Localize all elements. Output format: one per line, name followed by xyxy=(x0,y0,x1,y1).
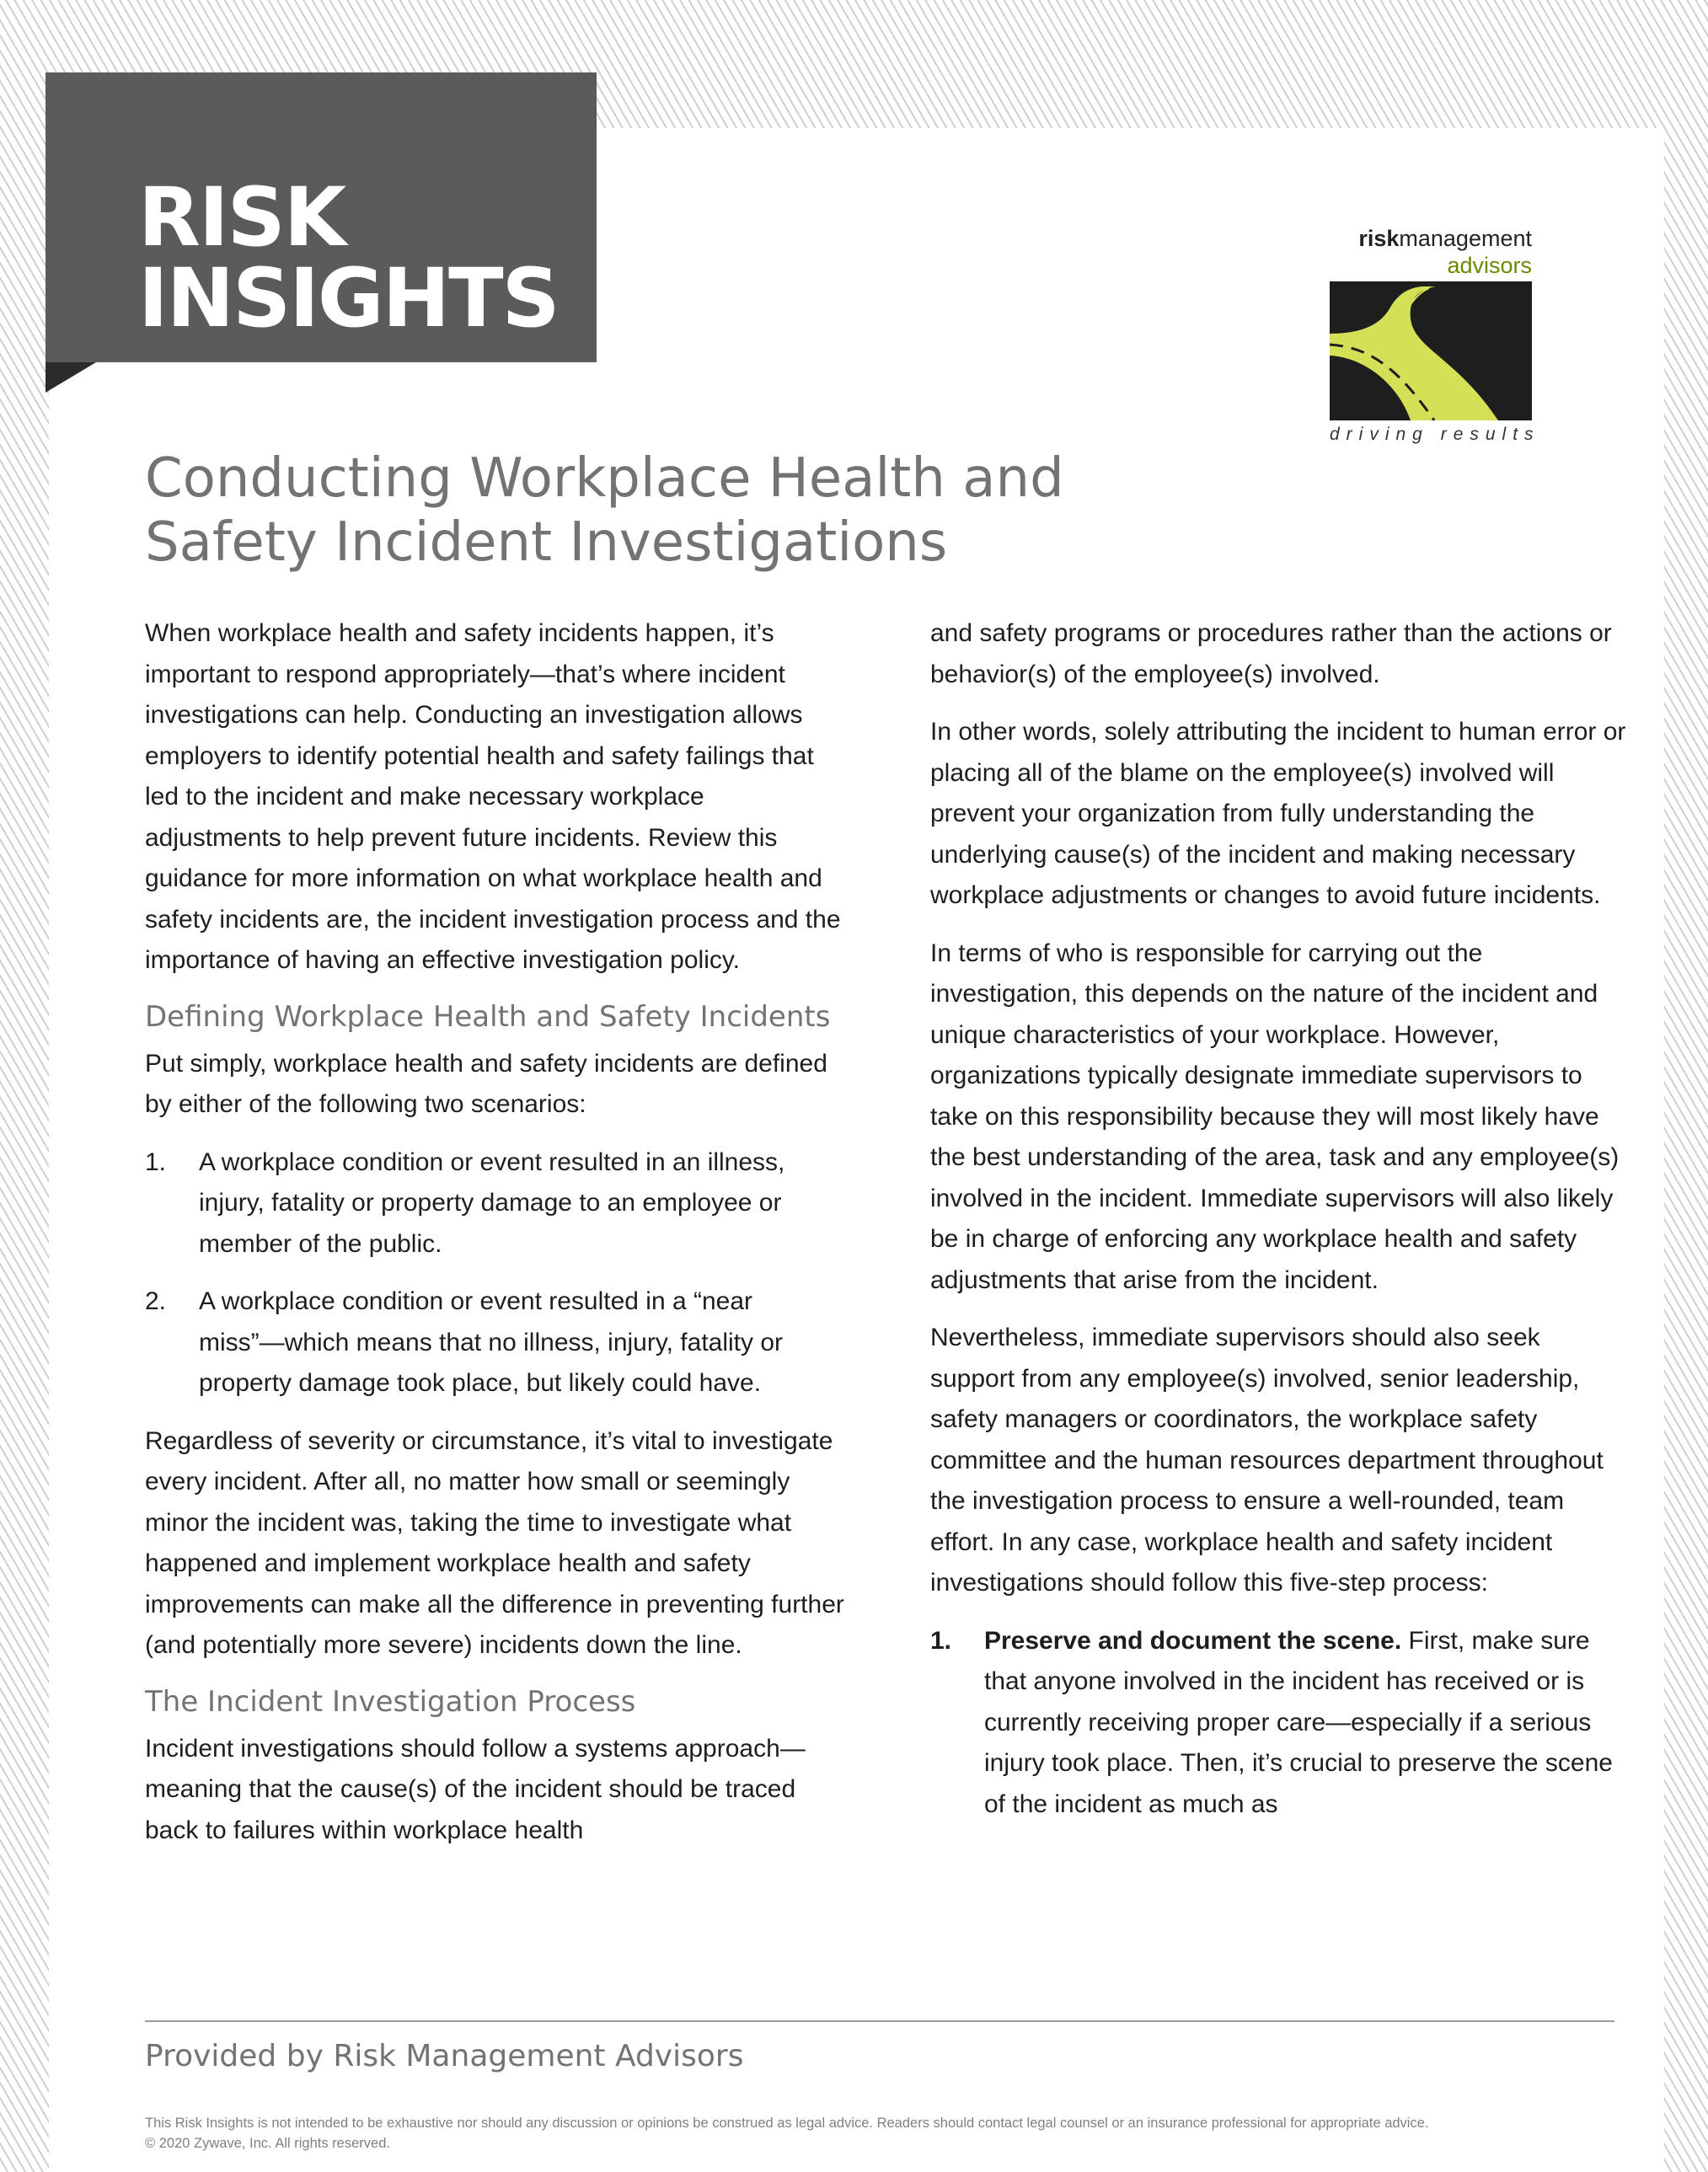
severity-paragraph: Regardless of severity or circumstance, it’s vital to investigate every incident. After all, no matter how small or seemingly minor the incident was, taking the time to investigate what happened and implement workplace health and safety improvements can make all the difference in preventing further (and potentially more severe) incidents down the line. xyxy=(145,1426,844,1659)
step-item-1 xyxy=(930,1621,1630,1826)
banner-fold xyxy=(46,362,96,393)
continued-paragraph: and safety programs or procedures rather than the actions or behavior(s) of the employee(s) involved. xyxy=(930,619,1612,688)
defining-paragraph: Put simply, workplace health and safety incidents are defined by either of the following two scenarios: xyxy=(145,1049,827,1118)
disclaimer xyxy=(145,2113,1628,2153)
scenario-item-1 xyxy=(145,1142,844,1265)
process-paragraph: Incident investigations should follow a systems approach—meaning that the cause(s) of the incident should be traced back to failures within workplace health xyxy=(145,1734,806,1844)
logo-name xyxy=(1358,226,1532,251)
provided-by: Provided by Risk Management Advisors xyxy=(145,2039,744,2073)
banner-line-2: INSIGHTS xyxy=(138,251,559,345)
scenario-text: A workplace condition or event resulted in an illness, injury, fatality or property damage to an employee or member of the public. xyxy=(199,1148,785,1258)
responsibility-paragraph: In terms of who is responsible for carrying out the investigation, this depends on the nature of the incident and unique characteristics of your workplace. However, organizations typically designate immediate supervisors to take on this responsibility because they will most likely have the best understanding of the area, task and any employee(s) involved in the incident. Immediate supervisors will also likely be in charge of enforcing any workplace health and safety adjustments that arise from the incident. xyxy=(930,939,1620,1294)
company-logo xyxy=(1321,226,1540,447)
left-column xyxy=(145,613,844,1868)
heading-investigation-process: The Incident Investigation Process xyxy=(145,1684,636,1719)
right-column xyxy=(930,613,1630,1842)
logo-tagline: driving results xyxy=(1330,425,1540,444)
other-words-paragraph: In other words, solely attributing the incident to human error or placing all of the blame on the employee(s) involved will prevent your organization from fully understanding the underlying cause(s) of the incident and making necessary workplace adjustments or changes to avoid future incidents. xyxy=(930,718,1626,909)
logo-name-bold: risk xyxy=(1358,226,1400,251)
copyright-text: © 2020 Zywave, Inc. All rights reserved. xyxy=(145,2136,390,2151)
scenario-item-2 xyxy=(145,1281,844,1404)
step-lead: Preserve and document the scene. xyxy=(984,1626,1402,1655)
intro-paragraph: When workplace health and safety incidents happen, it’s important to respond appropriately—that’s where incident investigations can help. Conducting an investigation allows employers to identify potential health and safety failings that led to the incident and make necessary workplace adjustments to help prevent future incidents. Review this guidance for more information on what workplace health and safety incidents are, the incident investigation process and the importance of having an effective investigation policy. xyxy=(145,619,841,974)
scenario-number: 1. xyxy=(145,1148,167,1176)
disclaimer-text: This Risk Insights is not intended to be exhaustive nor should any discussion or opinions be construed as legal advice. Readers should contact legal counsel or an insurance professional for appropriate advice. xyxy=(145,2116,1429,2131)
banner-title xyxy=(138,170,559,345)
page-title: Conducting Workplace Health and Safety Incident Investigations xyxy=(145,447,1064,574)
support-paragraph: Nevertheless, immediate supervisors should also seek support from any employee(s) involved, senior leadership, safety managers or coordinators, the workplace safety committee and the human resources department throughout the investigation process to ensure a well-rounded, team effort. In any case, workplace health and safety incident investigations should follow this five-step process: xyxy=(930,1324,1604,1597)
step-number: 1. xyxy=(930,1626,952,1655)
road-logo-icon xyxy=(1330,281,1532,420)
footer-divider xyxy=(145,2020,1614,2022)
logo-name-rest: management xyxy=(1399,226,1532,251)
heading-defining-incidents: Defining Workplace Health and Safety Incidents xyxy=(145,999,831,1034)
scenario-number: 2. xyxy=(145,1287,167,1315)
scenario-text: A workplace condition or event resulted in a “near miss”—which means that no illness, injury, fatality or property damage took place, but likely could have. xyxy=(199,1287,784,1397)
banner-line-1: RISK xyxy=(138,170,345,265)
logo-sub: advisors xyxy=(1447,253,1532,278)
step-text: First, make sure that anyone involved in the incident has received or is currently receiving proper care—especially if a serious injury took place. Then, it’s crucial to preserve the scene of the incident as much as xyxy=(984,1626,1613,1818)
